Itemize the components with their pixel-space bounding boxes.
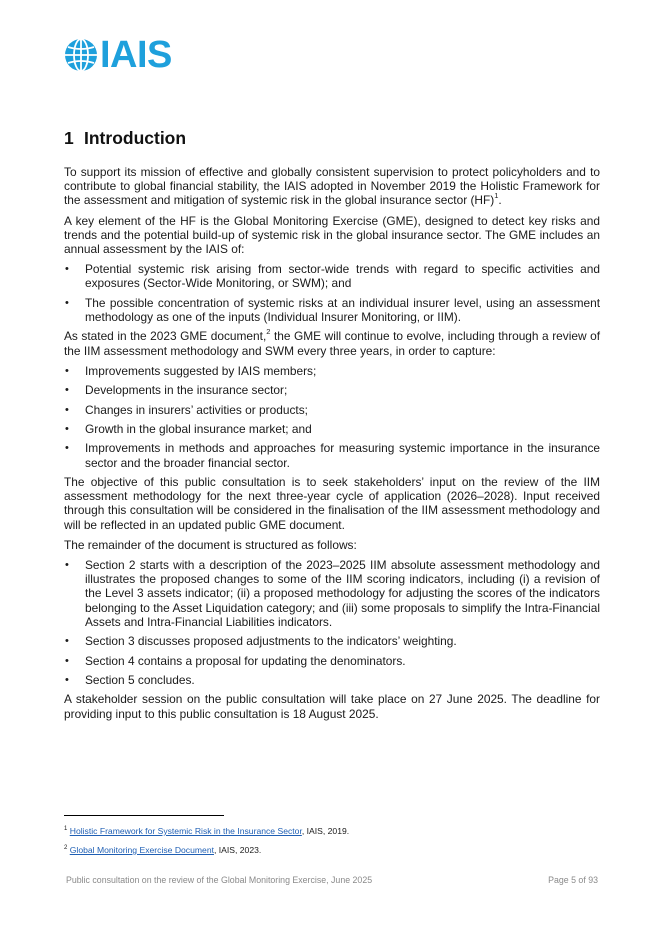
list-item: • Section 4 contains a proposal for updating the denominators. <box>64 654 600 668</box>
paragraph-4: The objective of this public consultation is to seek stakeholders’ input on the review of the IIM assessment methodology for the next three-year cycle of application (2026–2028). Input received through this consultation will be considered in the finalisation of the IIM assessment methodology and will be reflected in an updated public GME document. <box>64 474 600 532</box>
bullet-list-structure <box>64 558 600 687</box>
page-number: Page 5 of 93 <box>548 875 598 885</box>
footnote-link-gme-document[interactable]: Global Monitoring Exercise Document <box>69 845 214 855</box>
list-item: • Improvements in methods and approaches for measuring systemic importance in the insurance sector and the broader financial sector. <box>64 441 600 469</box>
footnote-ref-1[interactable]: 1 <box>494 191 499 201</box>
list-item: • Section 3 discusses proposed adjustments to the indicators’ weighting. <box>64 634 600 648</box>
bullet-list-monitoring <box>64 262 600 324</box>
list-item: • Growth in the global insurance market; and <box>64 422 600 436</box>
bullet-list-capture <box>64 364 600 470</box>
footnote-2: $^2$ Global Monitoring Exercise Document, IAIS, 2023. <box>64 845 262 855</box>
paragraph-2: A key element of the HF is the Global Monitoring Exercise (GME), designed to detect key risks and trends and the potential build-up of systemic risk in the global insurance sector. The GME includes an annual assessment by the IAIS of: <box>64 213 600 257</box>
list-item: • Improvements suggested by IAIS members; <box>64 364 600 378</box>
globe-icon <box>64 38 98 72</box>
section-heading <box>64 128 186 149</box>
list-item: • Developments in the insurance sector; <box>64 383 600 397</box>
section-number: 1 <box>64 128 74 148</box>
footnote-divider <box>64 815 224 816</box>
paragraph-1: To support its mission of effective and globally consistent supervision to protect policyholders and to contribute to global financial stability, the IAIS adopted in November 2019 the Holistic Framework for the assessment and mitigation of systemic risk in the global insurance sector (HF)$^1$. <box>64 165 600 208</box>
body-content <box>64 165 600 727</box>
paragraph-6: A stakeholder session on the public consultation will take place on 27 June 2025. The deadline for providing input to this public consultation is 18 August 2025. <box>64 692 600 721</box>
section-title: Introduction <box>84 128 187 148</box>
paragraph-5: The remainder of the document is structured as follows: <box>64 537 357 552</box>
list-item: • The possible concentration of systemic risks at an individual insurer level, using an assessment methodology as one of the inputs (Individual Insurer Monitoring, or IIM). <box>64 296 600 324</box>
footnote-ref-2[interactable]: 2 <box>266 327 271 337</box>
list-item: • Section 5 concludes. <box>64 673 600 687</box>
footnote-link-holistic-framework[interactable]: Holistic Framework for Systemic Risk in the Insurance Sector <box>69 826 302 836</box>
list-item: • Section 2 starts with a description of the 2023–2025 IIM absolute assessment methodology and illustrates the proposed changes to some of the IIM scoring indicators, including (i) a revision of the Level 3 assets indicator; (ii) a proposed methodology for adjusting the scores of the indicators belonging to the Asset Liquidation category; and (iii) some proposals to simplify the Intra-Financial Assets and Intra-Financial Liabilities indicators. <box>64 558 600 629</box>
footnote-1: $^1$ Holistic Framework for Systemic Risk in the Insurance Sector, IAIS, 2019. <box>64 826 350 836</box>
logo-text: IAIS <box>100 34 172 76</box>
list-item: • Changes in insurers’ activities or products; <box>64 403 600 417</box>
paragraph-3: As stated in the 2023 GME document,$^2$ the GME will continue to evolve, including through a review of the IIM assessment methodology and SWM every three years, in order to capture: <box>64 327 600 358</box>
iais-logo <box>64 34 172 76</box>
list-item: • Potential systemic risk arising from sector-wide trends with regard to specific activities and exposures (Sector-Wide Monitoring, or SWM); and <box>64 262 600 290</box>
footer-title: Public consultation on the review of the Global Monitoring Exercise, June 2025 <box>66 875 373 885</box>
